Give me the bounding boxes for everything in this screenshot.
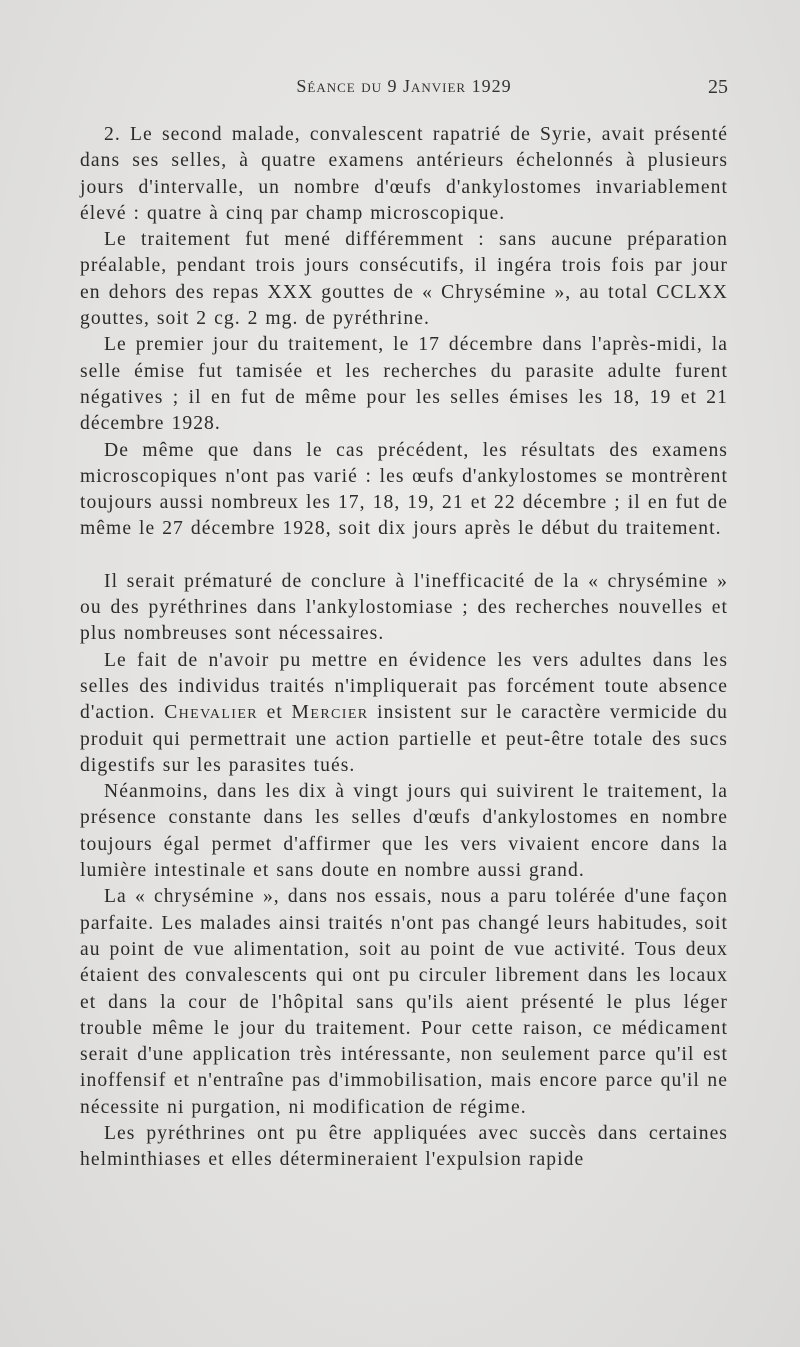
document-page — [80, 74, 728, 1174]
paragraph-6-after: insistent sur le caractère vermicide du produit qui permettrait une action partielle et peut-être totale des sucs digestifs sur les parasites tués. — [80, 702, 729, 776]
paragraph-2: Le traitement fut mené différemment : sans aucune préparation préalable, pendant trois jours consécutifs, il ingéra trois fois par jour en dehors des repas XXX gouttes de « Chrysémine », au total CCLXX gouttes, soit 2 cg. 2 mg. de pyréthrine. — [80, 229, 728, 330]
paragraph-1: 2. Le second malade, convalescent rapatrié de Syrie, avait présenté dans ses selles, à quatre examens antérieurs échelonnés à plusieurs jours d'intervalle, un nombre d'œufs d'ankylostomes invariablement élevé : quatre à cinq par champ microscopique. — [80, 124, 728, 224]
paragraph-7: Néanmoins, dans les dix à vingt jours qui suivirent le traitement, la présence constante dans les selles d'œufs d'ankylostomes en nombre toujours égal permet d'affirmer que les vers vivaient encore dans la lumière intestinale et sans doute en nombre aussi grand. — [80, 781, 728, 882]
paragraph-8: La « chrysémine », dans nos essais, nous a paru tolérée d'une façon parfaite. Les malades ainsi traités n'ont pas changé leurs habitudes, soit au point de vue alimentation, soit au point de vue activité. Tous deux étaient des convalescents qui ont pu circuler librement dans les locaux et dans la cour de l'hôpital sans qu'ils aient présenté le plus léger trouble même le jour du traitement. Pour cette raison, ce médicament serait d'une application très intéressante, non seulement parce qu'il est inoffensif et n'entraîne pas d'immobilisation, mais encore parce qu'il ne nécessite ni purgation, ni modification de régime. — [80, 886, 728, 1118]
paragraph-4: De même que dans le cas précédent, les résultats des examens microscopiques n'ont pas varié : les œufs d'ankylostomes se montrèrent toujours aussi nombreux les 17, 18, 19, 21 et 22 décembre ; il en fut de même le 27 décembre 1928, soit dix jours après le début du traitement. — [80, 439, 728, 540]
paragraph-6 — [80, 648, 728, 779]
paragraph-6-before: Le fait de n'avoir pu mettre en évidence les vers adultes dans les selles des individus traités n'impliquerait pas forcément toute absence d'action. — [80, 649, 728, 724]
page-number: 25 — [708, 76, 728, 98]
paragraph-9: Les pyréthrines ont pu être appliquées avec succès dans certaines helminthiases et elles détermineraient l'expulsion rapide — [80, 1122, 728, 1171]
author-name-chevalier: Chevalier — [164, 702, 259, 724]
paragraph-6-middle: et — [258, 702, 292, 724]
running-header — [80, 74, 728, 104]
paragraph-5: Il serait prématuré de conclure à l'inefficacité de la « chrysémine » ou des pyréthrines dans l'ankylostomiase ; des recherches nouvelles et plus nombreuses sont nécessaires. — [80, 570, 728, 645]
paragraph-3: Le premier jour du traitement, le 17 décembre dans l'après-midi, la selle émise fut tamisée et les recherches du parasite adulte furent négatives ; il en fut de même pour les selles émises les 18, 19 et 21 décembre 1928. — [80, 334, 728, 435]
body-text — [80, 122, 728, 1174]
running-title: Séance du 9 Janvier 1929 — [296, 76, 512, 96]
author-name-mercier: Mercier — [291, 702, 369, 724]
